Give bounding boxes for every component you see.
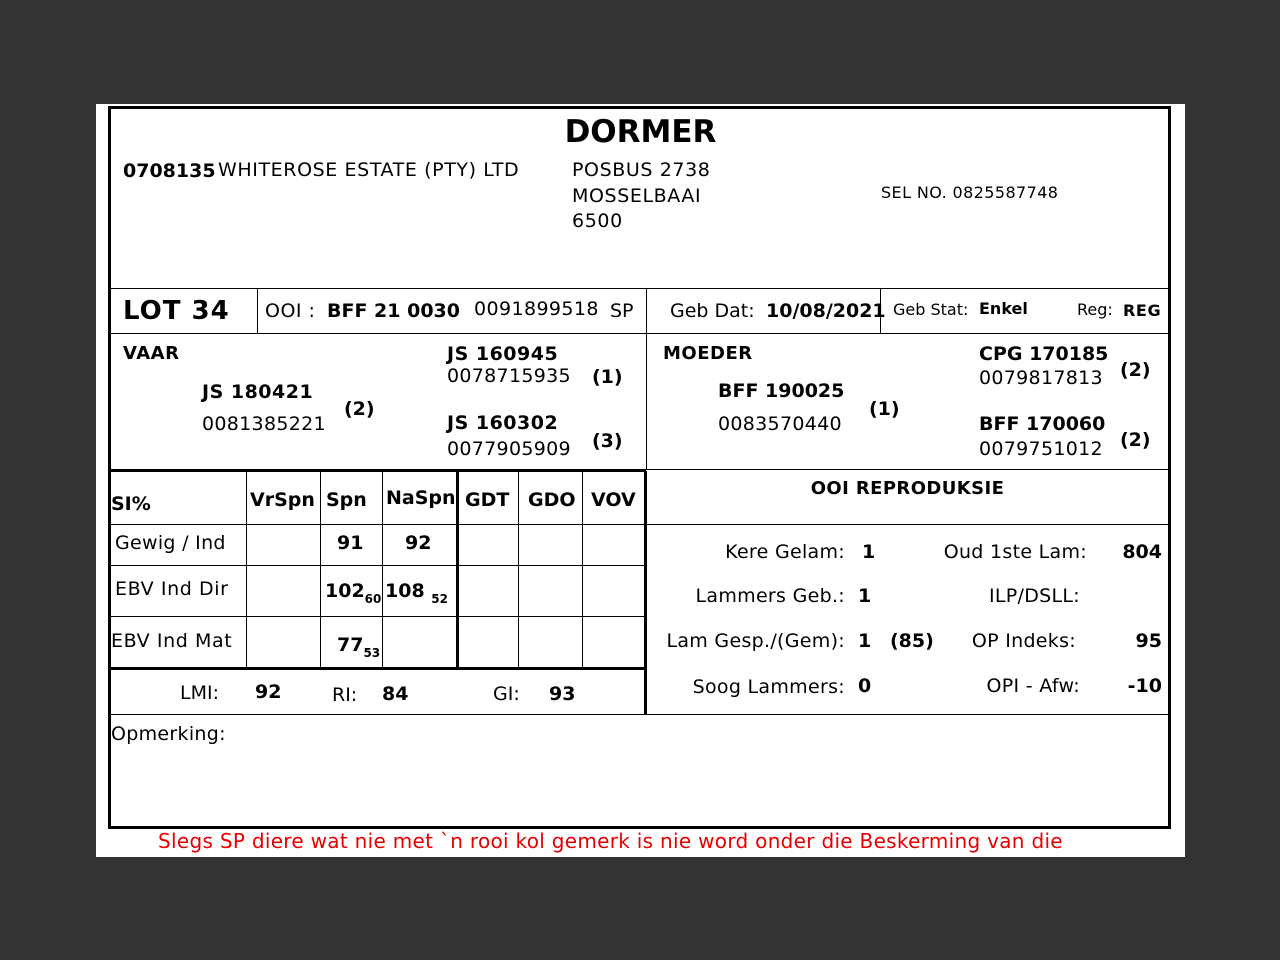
lot-number: LOT 34	[123, 296, 230, 326]
dam-sire-id: CPG 170185	[979, 343, 1109, 365]
sire-number: 0081385221	[202, 413, 326, 435]
lammers-geb-label: Lammers Geb.:	[695, 585, 845, 607]
si-header-label: SI%	[111, 493, 151, 515]
address-line-1: POSBUS 2738	[572, 159, 711, 181]
soog-lammers-label: Soog Lammers:	[692, 676, 845, 698]
opi-afw-label: OPI - Afw:	[986, 675, 1080, 697]
ri-value: 84	[382, 683, 409, 705]
oud-1ste-lam-value: 804	[1122, 541, 1162, 563]
lot-row-bottom	[111, 333, 1168, 334]
opi-afw-value: -10	[1127, 675, 1162, 697]
si-row-spn: $102_{60}$	[325, 580, 382, 606]
owner-code: 0708135	[123, 160, 216, 182]
address-line-3: 6500	[572, 210, 623, 232]
dam-sire-rank: (2)	[1120, 359, 1151, 381]
sire-dam-rank: (3)	[592, 430, 623, 452]
sire-label: VAAR	[123, 343, 180, 364]
lot-card	[96, 104, 1185, 857]
si-header-spn: Spn	[326, 489, 367, 511]
reproduction-title: OOI REPRODUKSIE	[810, 478, 1005, 499]
dam-dam-id: BFF 170060	[979, 413, 1106, 435]
page-title: DORMER	[564, 114, 717, 150]
dam-sire-number: 0079817813	[979, 367, 1103, 389]
lam-gesp-gem: (85)	[890, 630, 934, 652]
ooi-number: 0091899518	[474, 298, 599, 320]
si-header-gdo: GDO	[528, 489, 576, 511]
ooi-sp: SP	[610, 300, 634, 322]
geb-dat-label: Geb Dat:	[670, 300, 755, 322]
ilp-dsll-label: ILP/DSLL:	[988, 585, 1080, 607]
kere-gelam-label: Kere Gelam:	[725, 541, 845, 563]
dam-id: BFF 190025	[718, 380, 845, 402]
lot-row-top	[111, 288, 1168, 289]
si-header-gdt: GDT	[465, 489, 510, 511]
dam-dam-number: 0079751012	[979, 438, 1103, 460]
si-header-vrspn: VrSpn	[250, 489, 315, 511]
dam-rank: (1)	[869, 398, 900, 420]
address-line-2: MOSSELBAAI	[572, 185, 702, 207]
si-row-label: EBV Ind Dir	[115, 578, 229, 600]
si-row-label: Gewig / Ind	[115, 532, 226, 554]
owner-name: WHITEROSE ESTATE (PTY) LTD	[218, 159, 520, 181]
si-header-vov: VOV	[591, 489, 636, 511]
geb-stat-label: Geb Stat:	[893, 300, 969, 319]
ooi-label: OOI :	[265, 300, 316, 322]
oud-1ste-lam-label: Oud 1ste Lam:	[943, 541, 1087, 563]
sire-sire-id: JS 160945	[447, 343, 559, 365]
sire-dam-id: JS 160302	[447, 412, 559, 434]
si-row-naspn: 92	[405, 532, 432, 554]
sire-dam-number: 0077905909	[447, 438, 571, 460]
si-row-spn: 91	[337, 532, 364, 554]
si-header-naspn: NaSpn	[386, 487, 456, 509]
soog-lammers-value: 0	[858, 675, 872, 697]
sire-id: JS 180421	[202, 381, 314, 403]
lmi-label: LMI:	[180, 682, 219, 704]
frame-top	[108, 106, 1171, 109]
sire-sire-number: 0078715935	[447, 365, 571, 387]
gi-value: 93	[549, 683, 576, 705]
lammers-geb-value: 1	[858, 585, 872, 607]
frame-right	[1168, 106, 1171, 828]
reg-label: Reg:	[1077, 300, 1113, 319]
reg-value: REG	[1123, 301, 1162, 320]
frame-left	[108, 106, 111, 828]
remarks-label: Opmerking:	[111, 723, 226, 745]
lam-gesp-label: Lam Gesp./(Gem):	[666, 630, 845, 652]
kere-gelam-value: 1	[862, 541, 876, 563]
dam-label: MOEDER	[663, 343, 753, 364]
dam-dam-rank: (2)	[1120, 429, 1151, 451]
sel-number: SEL NO. 0825587748	[881, 183, 1059, 202]
ri-label: RI:	[332, 684, 358, 706]
lmi-value: 92	[255, 681, 282, 703]
sire-rank: (2)	[344, 398, 375, 420]
si-row-naspn: 108 $_{52}$	[385, 580, 448, 606]
op-indeks-label: OP Indeks:	[971, 630, 1076, 652]
gi-label: GI:	[493, 683, 520, 705]
protection-notice: Slegs SP diere wat nie met `n rooi kol gemerk is nie word onder die Beskerming van die	[158, 829, 1063, 853]
ooi-id: BFF 21 0030	[327, 300, 460, 322]
dam-number: 0083570440	[718, 413, 842, 435]
si-row-label: EBV Ind Mat	[111, 630, 233, 652]
lam-gesp-value: 1	[858, 630, 872, 652]
si-row-spn: $77_{53}$	[337, 634, 381, 660]
sire-sire-rank: (1)	[592, 366, 623, 388]
op-indeks-value: 95	[1135, 630, 1162, 652]
geb-dat-value: 10/08/2021	[766, 300, 886, 322]
geb-stat-value: Enkel	[979, 299, 1028, 318]
